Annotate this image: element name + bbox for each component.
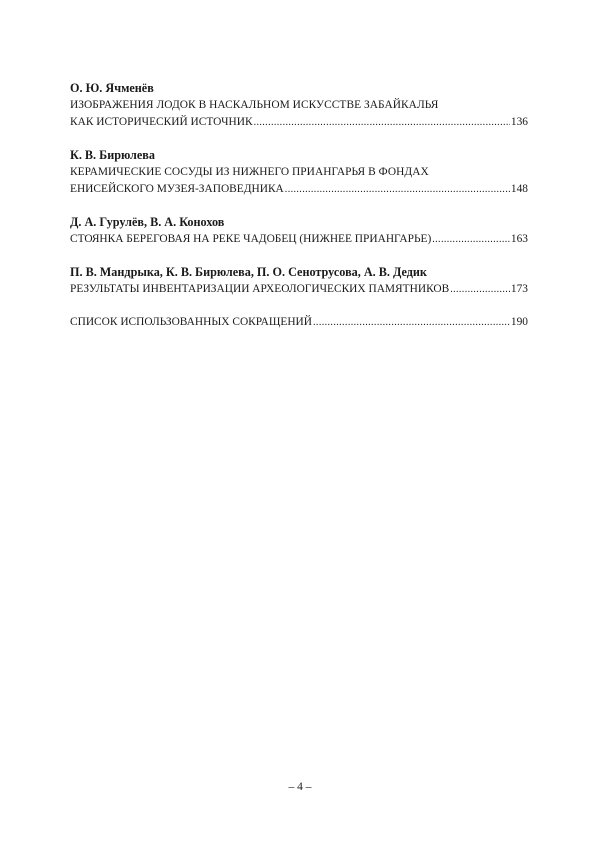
entry-title-line: ИЗОБРАЖЕНИЯ ЛОДОК В НАСКАЛЬНОМ ИСКУССТВЕ ЗАБАЙКАЛЬЯ bbox=[70, 99, 439, 111]
entry-author: К. В. Бирюлева bbox=[70, 148, 155, 162]
toc-entry-mandryka-et-al bbox=[70, 264, 528, 298]
entry-leader-line[interactable] bbox=[70, 114, 528, 131]
dot-leader bbox=[254, 114, 510, 131]
entry-leader-line[interactable] bbox=[70, 314, 528, 331]
entry-page-number: 148 bbox=[510, 183, 528, 195]
entry-leader-line[interactable] bbox=[70, 231, 528, 248]
entry-author: П. В. Мандрыка, К. В. Бирюлева, П. О. Сенотрусова, А. В. Дедик bbox=[70, 265, 427, 279]
toc-entry-gurulev-konokhov bbox=[70, 214, 528, 248]
dot-leader bbox=[313, 314, 510, 331]
entry-title-line: КЕРАМИЧЕСКИЕ СОСУДЫ ИЗ НИЖНЕГО ПРИАНГАРЬЯ В ФОНДАХ bbox=[70, 166, 429, 178]
entry-author: Д. А. Гурулёв, В. А. Конохов bbox=[70, 215, 225, 229]
abbreviations-label: СПИСОК ИСПОЛЬЗОВАННЫХ СОКРАЩЕНИЙ bbox=[70, 316, 313, 328]
entry-page-number: 163 bbox=[510, 233, 528, 245]
toc-entry-biryuleva bbox=[70, 147, 528, 198]
entry-page-number: 173 bbox=[510, 283, 528, 295]
dot-leader bbox=[285, 181, 510, 198]
toc-entry-yachmenev bbox=[70, 80, 528, 131]
entry-page-number: 190 bbox=[510, 316, 528, 328]
entry-page-number: 136 bbox=[510, 116, 528, 128]
entry-title-last-line: ЕНИСЕЙСКОГО МУЗЕЯ-ЗАПОВЕДНИКА bbox=[70, 183, 284, 195]
entry-leader-line[interactable] bbox=[70, 181, 528, 198]
entry-leader-line[interactable] bbox=[70, 281, 528, 298]
entry-title-last-line: СТОЯНКА БЕРЕГОВАЯ НА РЕКЕ ЧАДОБЕЦ (НИЖНЕЕ ПРИАНГАРЬЕ) bbox=[70, 233, 432, 245]
toc-entry-abbreviations bbox=[70, 314, 528, 331]
entry-title-last-line: КАК ИСТОРИЧЕСКИЙ ИСТОЧНИК bbox=[70, 116, 253, 128]
entry-author: О. Ю. Ячменёв bbox=[70, 81, 154, 95]
table-of-contents bbox=[70, 80, 528, 347]
entry-title-last-line: РЕЗУЛЬТАТЫ ИНВЕНТАРИЗАЦИИ АРХЕОЛОГИЧЕСКИХ ПАМЯТНИКОВ bbox=[70, 283, 450, 295]
dot-leader bbox=[450, 281, 510, 298]
dot-leader bbox=[432, 231, 510, 248]
page-number: – 4 – bbox=[288, 781, 312, 793]
